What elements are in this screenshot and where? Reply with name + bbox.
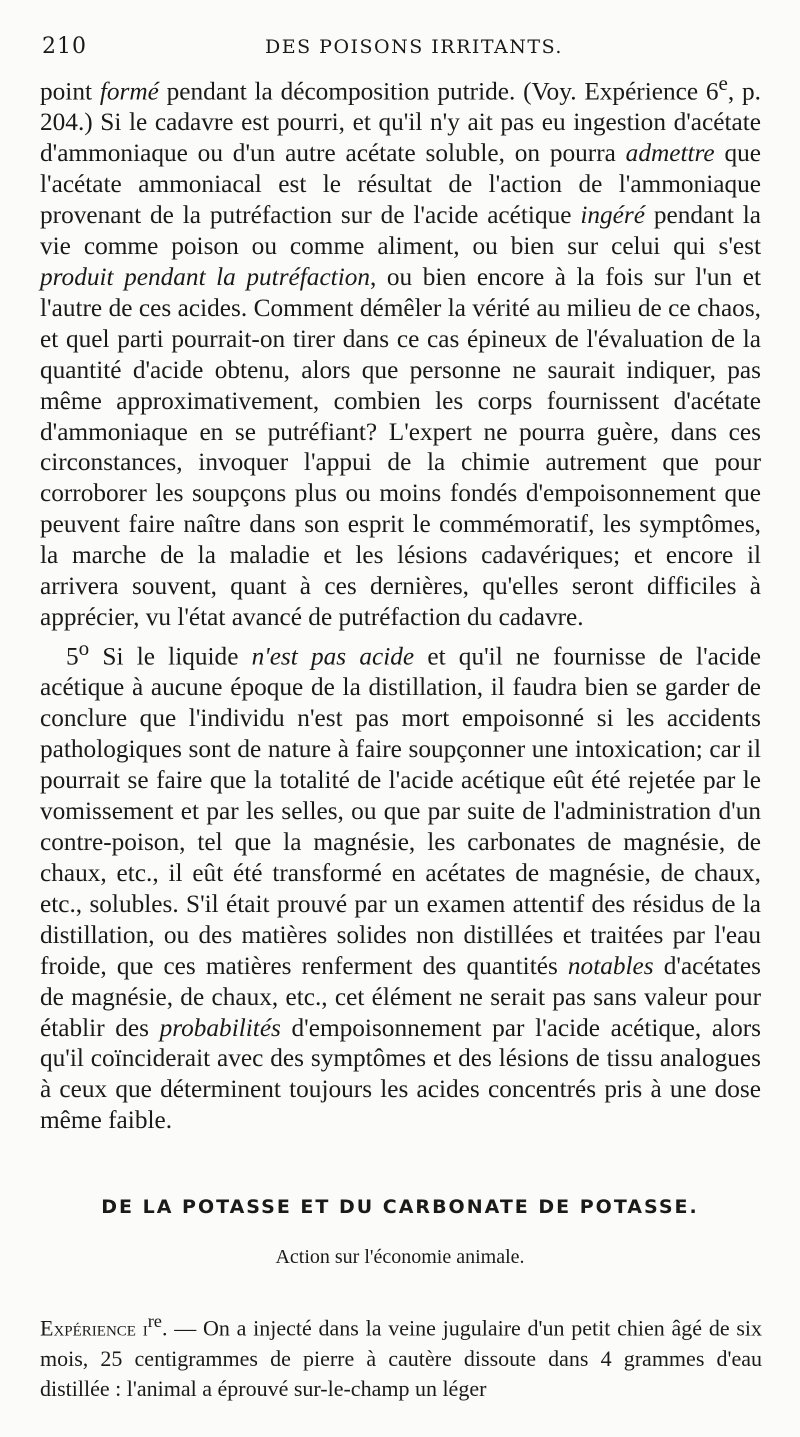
- text-run: , ou bien encore à la fois sur l'un et l'autre de ces acides. Comment démêler la vérité au milieu de ce chaos, et quel parti pourrait-on tirer dans ce cas épineux de l'évaluation de la quantité d'acide obtenu, alors que personne ne saurait indiquer, pas même approximativement, combien les corps fournissent d'acétate d'ammoniaque en se putréfiant? L'expert ne pourra guère, dans ces circonstances, invoquer l'appui de la chimie autrement que pour corroborer les soupçons plus ou moins fondés d'empoisonnement que peuvent faire naître dans son esprit le commémoratif, les symptômes, la marche de la maladie et les lésions cadavériques; et encore il arrivera souvent, quant à ces dernières, qu'elles seront difficiles à apprécier, vu l'état avancé de putréfaction du cadavre.: [40, 262, 761, 632]
- section-subtitle: Action sur l'économie animale.: [275, 1246, 525, 1268]
- body-text: [40, 68, 761, 1136]
- italic-text: ingéré: [580, 201, 645, 230]
- superscript: re: [147, 1311, 162, 1331]
- text-run: . — On a injecté dans la veine jugulaire d'un petit chien âgé de six mois, 25 centigrammes de pierre à cautère dissoute dans 4 grammes d'eau distillée : l'animal a éprouvé sur-le-champ un léger: [40, 1315, 763, 1402]
- text-run: pendant la décomposition putride. (Voy. Expérience 6: [158, 77, 719, 106]
- experiment-paragraph: [40, 1306, 762, 1405]
- text-run: et qu'il ne fournisse de l'acide acétique à aucune époque de la distillation, il faudra bien se garder de conclure que l'individu n'est pas mort empoisonné si les accidents pathologiques sont de nature à faire soupçonner une intoxication; car il pourrait se faire que la totalité de l'acide acétique eût été rejetée par le vomissement et par les selles, ou que par suite de l'administration d'un contre-poison, tel que la magnésie, les carbonates de magnésie, de chaux, etc., il eût été transformé en acétates de magnésie, de chaux, etc., solubles. S'il était prouvé par un examen attentif des résidus de la distillation, ou des matières solides non distillées et traitées par l'eau froide, que ces matières renferment des quantités: [40, 642, 761, 980]
- italic-text: produit pendant la putréfaction: [40, 262, 371, 291]
- text-run: pendant la vie comme poison ou comme aliment, ou bien sur celui qui s'est: [40, 201, 762, 261]
- italic-text: notables: [567, 951, 654, 980]
- experiment-label: Expérience i: [40, 1315, 148, 1341]
- italic-text: admettre: [625, 139, 715, 168]
- paragraph: [40, 1306, 762, 1405]
- page-number: 210: [42, 34, 87, 59]
- paragraph: [40, 633, 761, 1136]
- superscript: e: [718, 71, 728, 95]
- italic-text: formé: [99, 77, 159, 106]
- superscript: o: [78, 636, 90, 661]
- italic-text: n'est pas acide: [251, 642, 415, 671]
- italic-text: probabilités: [159, 1013, 281, 1042]
- section-title: DE LA POTASSE ET DU CARBONATE DE POTASSE.: [101, 1196, 699, 1218]
- text-run: Si le liquide: [89, 642, 252, 671]
- page-header: [40, 34, 760, 64]
- paragraph: [40, 68, 761, 633]
- text-run: que l'acétate ammoniacal est le résultat de l'action de l'ammoniaque provenant de la putréfaction sur de l'acide acétique: [40, 139, 761, 230]
- running-head: DES POISONS IRRITANTS.: [265, 36, 563, 58]
- text-run: , p. 204.) Si le cadavre est pourri, et qu'il n'y ait pas eu ingestion d'acétate d'ammoniaque ou d'un autre acétate soluble, on pourra: [40, 77, 762, 168]
- text-run: d'empoisonnement par l'acide acétique, alors qu'il coïnciderait avec des symptômes et des lésions de tissu analogues à ceux que déterminent toujours les acides concentrés pris à une dose même faible.: [40, 1013, 762, 1135]
- text-run: point: [40, 77, 100, 106]
- text-run: d'acétates de magnésie, de chaux, etc., cet élément ne serait pas sans valeur pour établir des: [40, 951, 761, 1042]
- list-number: 5: [66, 642, 79, 671]
